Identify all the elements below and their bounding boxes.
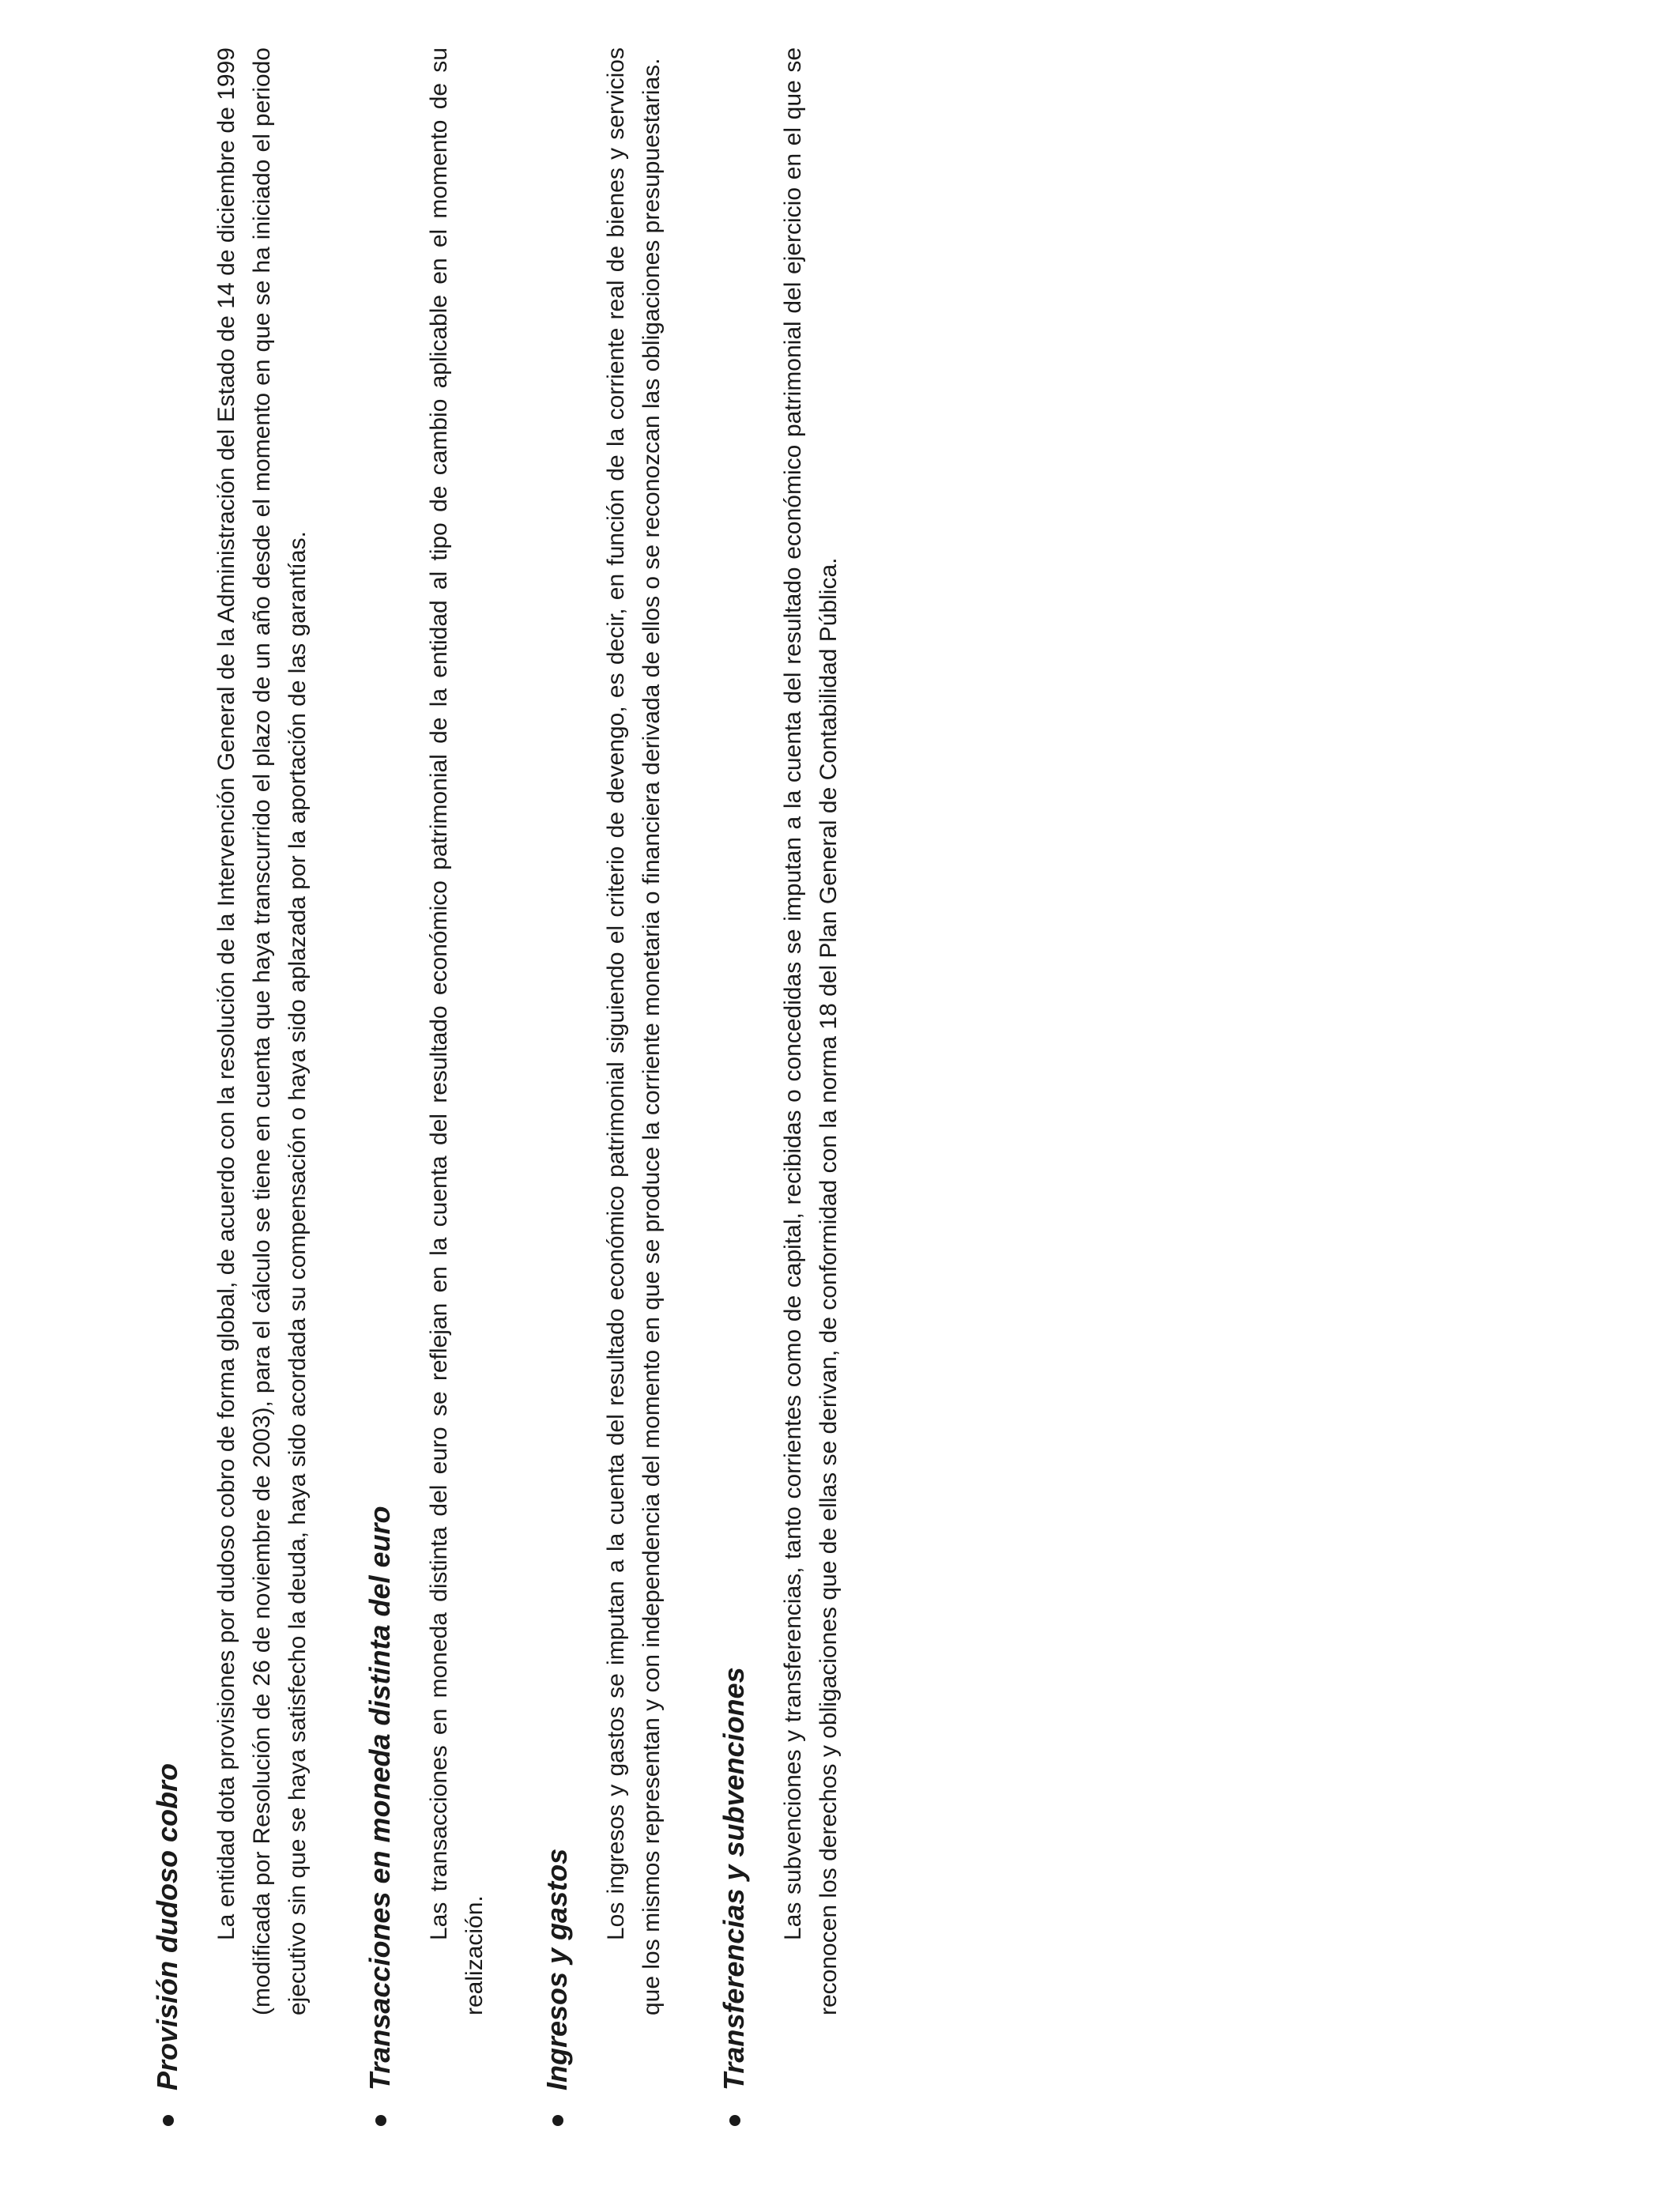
section-transacciones-moneda [363,47,492,2126]
bullet-icon [729,2115,740,2126]
bullet-icon [163,2115,174,2126]
section-heading: Transferencias y subvenciones [718,1667,750,2090]
section-body: Los ingresos y gastos se imputan a la cuenta del resultado económico patrimonial siguiendo el criterio de devengo, es decir, en función de la corriente real de bienes y servicios que los mismos representan y con independencia del momento en que se produce la corriente monetaria o financiera derivada de ellos o se reconozcan las obligaciones presupuestarias. [603,47,665,2015]
section-ingresos-gastos [540,47,669,2126]
section-body: Las subvenciones y transferencias, tanto corrientes como de capital, recibidas o concedidas se imputan a la cuenta del resultado económico patrimonial del ejercicio en el que se reconocen los derechos y obligaciones que de ellas se derivan, de conformidad con la norma 18 del Plan General de Contabilidad Pública. [780,47,842,2015]
section-body: Las transacciones en moneda distinta del euro se reflejan en la cuenta del resultado económico patrimonial de la entidad al tipo de cambio aplicable en el momento de su realización. [426,47,488,2015]
section-provision-dudoso-cobro [150,47,315,2126]
section-body: La entidad dota provisiones por dudoso cobro de forma global, de acuerdo con la resolución de la Intervención General de la Administración del Estado de 14 de diciembre de 1999 (modificada por Resolución de 26 de noviembre de 2003), para el cálculo se tiene en cuenta que haya transcurrido el plazo de un año desde el momento en que se ha iniciado el periodo ejecutivo sin que se haya satisfecho la deuda, haya sido acordada su compensación o haya sido aplazada por la aportación de las garantías. [213,47,311,2015]
section-heading: Ingresos y gastos [541,1848,573,2090]
section-transferencias-subvenciones [717,47,846,2126]
section-heading: Transacciones en moneda distinta del euro [363,1506,396,2090]
bullet-icon [375,2115,386,2126]
rotated-page-content [150,47,1209,2126]
bullet-icon [552,2115,563,2126]
section-heading: Provisión dudoso cobro [151,1762,183,2090]
